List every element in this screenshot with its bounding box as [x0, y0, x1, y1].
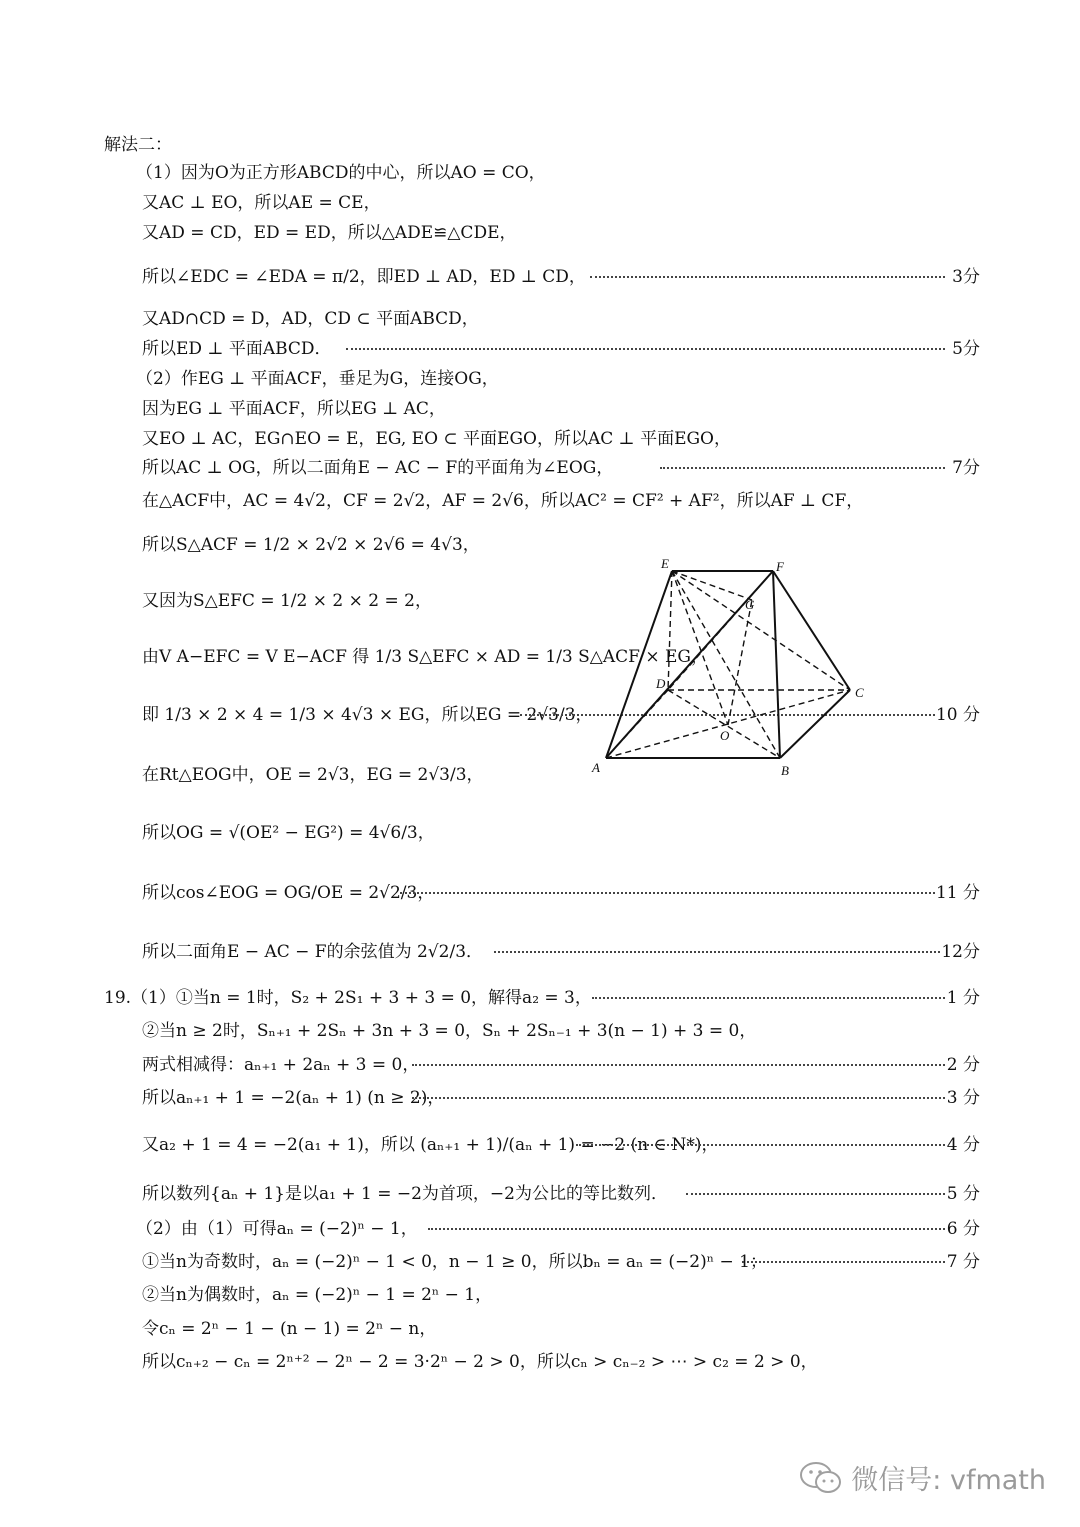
text-line — [0, 878, 1080, 908]
leader-dots — [660, 467, 945, 469]
leader-dots — [412, 1064, 945, 1066]
line-text: 又a₂ + 1 = 4 = −2(a₁ + 1)，所以 (aₙ₊₁ + 1)/(aₙ + 1) = −2 (n ∈ N*)， — [142, 1135, 719, 1155]
leader-dots — [590, 276, 945, 278]
label-g: G — [745, 597, 755, 612]
geometry-figure — [585, 557, 875, 787]
score-mark: 10 分 — [935, 705, 980, 725]
leader-dots — [592, 997, 945, 999]
text-line — [0, 158, 1080, 188]
score-mark: 12分 — [941, 942, 980, 962]
edge-db — [668, 690, 780, 758]
label-d: D — [656, 676, 666, 691]
text-line — [0, 700, 1080, 730]
line-text: 在△ACF中，AC = 4√2，CF = 2√2，AF = 2√6，所以AC² = CF² + AF²，所以AF ⊥ CF， — [142, 491, 864, 511]
text-line — [0, 1247, 1080, 1277]
line-text: 又EO ⊥ AC，EG∩EO = E，EG, EO ⊂ 平面EGO，所以AC ⊥ 平面EGO， — [142, 429, 731, 449]
line-text: 解法二： — [104, 135, 172, 155]
line-text: （2）由（1）可得aₙ = (−2)ⁿ − 1， — [136, 1219, 418, 1239]
leader-dots — [428, 1228, 945, 1230]
text-line — [0, 586, 1080, 616]
text-line — [0, 1214, 1080, 1244]
text-line — [0, 937, 1080, 967]
text-line — [0, 530, 1080, 560]
line-text: 又AD = CD，ED = ED，所以△ADE≌△CDE， — [142, 223, 517, 243]
text-line — [0, 188, 1080, 218]
line-text: 所以cos∠EOG = OG/OE = 2√2/3， — [142, 883, 435, 903]
text-line — [0, 1050, 1080, 1080]
text-line — [0, 364, 1080, 394]
line-text: 所以cₙ₊₂ − cₙ = 2ⁿ⁺² − 2ⁿ − 2 = 3·2ⁿ − 2 > 0，所以cₙ > cₙ₋₂ > ⋯ > c₂ = 2 > 0， — [142, 1352, 818, 1372]
edge-fb — [773, 571, 780, 758]
line-text: 所以ED ⊥ 平面ABCD． — [142, 339, 332, 359]
score-mark: 5 分 — [946, 1184, 980, 1204]
line-text: （2）作EG ⊥ 平面ACF，垂足为G，连接OG， — [136, 369, 499, 389]
leader-dots — [576, 1144, 945, 1146]
label-a: A — [592, 760, 600, 775]
text-line — [0, 642, 1080, 672]
text-line — [0, 760, 1080, 790]
edge-ea — [606, 571, 672, 758]
edge-ec — [672, 571, 850, 690]
text-line — [0, 130, 1080, 160]
line-text: 所以S△ACF = 1/2 × 2√2 × 2√6 = 4√3， — [142, 535, 480, 555]
score-mark: 11 分 — [935, 883, 980, 903]
text-line — [0, 218, 1080, 248]
text-line — [0, 1130, 1080, 1160]
line-text: 又AC ⊥ EO，所以AE = CE， — [142, 193, 381, 213]
watermark-text: 微信号: vfmath — [851, 1465, 1046, 1496]
text-line — [0, 486, 1080, 516]
text-line — [0, 334, 1080, 364]
score-mark: 3分 — [952, 267, 980, 287]
text-line — [0, 453, 1080, 483]
text-line — [0, 424, 1080, 454]
label-b: B — [781, 763, 789, 778]
leader-dots — [494, 951, 940, 953]
line-text: 令cₙ = 2ⁿ − 1 − (n − 1) = 2ⁿ − n， — [142, 1319, 437, 1339]
label-c: C — [855, 685, 864, 700]
leader-dots — [400, 892, 935, 894]
text-line — [0, 1179, 1080, 1209]
line-text: 所以OG = √(OE² − EG²) = 4√6/3， — [142, 823, 435, 843]
text-line — [0, 262, 1080, 292]
text-line — [0, 1016, 1080, 1046]
label-e: E — [661, 557, 669, 571]
text-line — [0, 818, 1080, 848]
score-mark: 6 分 — [946, 1219, 980, 1239]
text-line — [0, 983, 1080, 1013]
line-text: ②当n为偶数时，aₙ = (−2)ⁿ − 1 = 2ⁿ − 1， — [142, 1285, 493, 1305]
label-o: O — [720, 728, 730, 743]
leader-dots — [346, 348, 945, 350]
line-text: 所以∠EDC = ∠EDA = π/2，即ED ⊥ AD，ED ⊥ CD， — [142, 267, 586, 287]
line-text: 所以二面角E − AC − F的余弦值为 2√2/3． — [142, 942, 484, 962]
line-text: 两式相减得：aₙ₊₁ + 2aₙ + 3 = 0， — [142, 1055, 420, 1075]
watermark — [799, 1458, 1046, 1497]
leader-dots — [686, 1193, 945, 1195]
text-line — [0, 394, 1080, 424]
score-mark: 4 分 — [946, 1135, 980, 1155]
text-line — [0, 304, 1080, 334]
line-text: ②当n ≥ 2时，Sₙ₊₁ + 2Sₙ + 3n + 3 = 0，Sₙ + 2Sₙ₋₁ + 3(n − 1) + 3 = 0， — [142, 1021, 757, 1041]
score-mark: 7分 — [952, 458, 980, 478]
edge-bc — [780, 690, 850, 758]
line-text: 又因为S△EFC = 1/2 × 2 × 2 = 2， — [142, 591, 432, 611]
line-text: 所以aₙ₊₁ + 1 = −2(aₙ + 1) (n ≥ 2)， — [142, 1088, 445, 1108]
leader-dots — [412, 1097, 945, 1099]
edge-eg — [672, 571, 752, 600]
line-text: 在Rt△EOG中，OE = 2√3，EG = 2√3/3， — [142, 765, 484, 785]
line-text: （1）因为O为正方形ABCD的中心，所以AO = CO， — [136, 163, 546, 183]
line-text: 又AD∩CD = D，AD，CD ⊂ 平面ABCD， — [142, 309, 479, 329]
score-mark: 2 分 — [946, 1055, 980, 1075]
score-mark: 5分 — [952, 339, 980, 359]
score-mark: 7 分 — [946, 1252, 980, 1272]
edge-ed — [668, 571, 672, 690]
text-line — [0, 1314, 1080, 1344]
edge-eo — [672, 571, 728, 725]
leader-dots — [742, 1261, 945, 1263]
text-line — [0, 1347, 1080, 1377]
edge-fc — [773, 571, 850, 690]
line-text: 所以数列{aₙ + 1}是以a₁ + 1 = −2为首项，−2为公比的等比数列． — [142, 1184, 668, 1204]
line-text: 由V A−EFC = V E−ACF 得 1/3 S△EFC × AD = 1/3 S△ACF × EG， — [142, 647, 708, 667]
text-line — [0, 1083, 1080, 1113]
line-text: 所以AC ⊥ OG，所以二面角E − AC − F的平面角为∠EOG， — [142, 458, 614, 478]
text-line — [0, 1280, 1080, 1310]
label-f: F — [776, 559, 784, 574]
wechat-icon — [799, 1461, 843, 1495]
line-text: ①当n为奇数时，aₙ = (−2)ⁿ − 1 < 0，n − 1 ≥ 0，所以bₙ = aₙ = (−2)ⁿ − 1； — [142, 1252, 767, 1272]
score-mark: 3 分 — [946, 1088, 980, 1108]
line-text: 19.（1）①当n = 1时，S₂ + 2S₁ + 3 + 3 = 0，解得a₂ = 3， — [104, 988, 592, 1008]
line-text: 即 1/3 × 2 × 4 = 1/3 × 4√3 × EG，所以EG = 2√3/3， — [142, 705, 593, 725]
score-mark: 1 分 — [946, 988, 980, 1008]
line-text: 因为EG ⊥ 平面ACF，所以EG ⊥ AC， — [142, 399, 446, 419]
